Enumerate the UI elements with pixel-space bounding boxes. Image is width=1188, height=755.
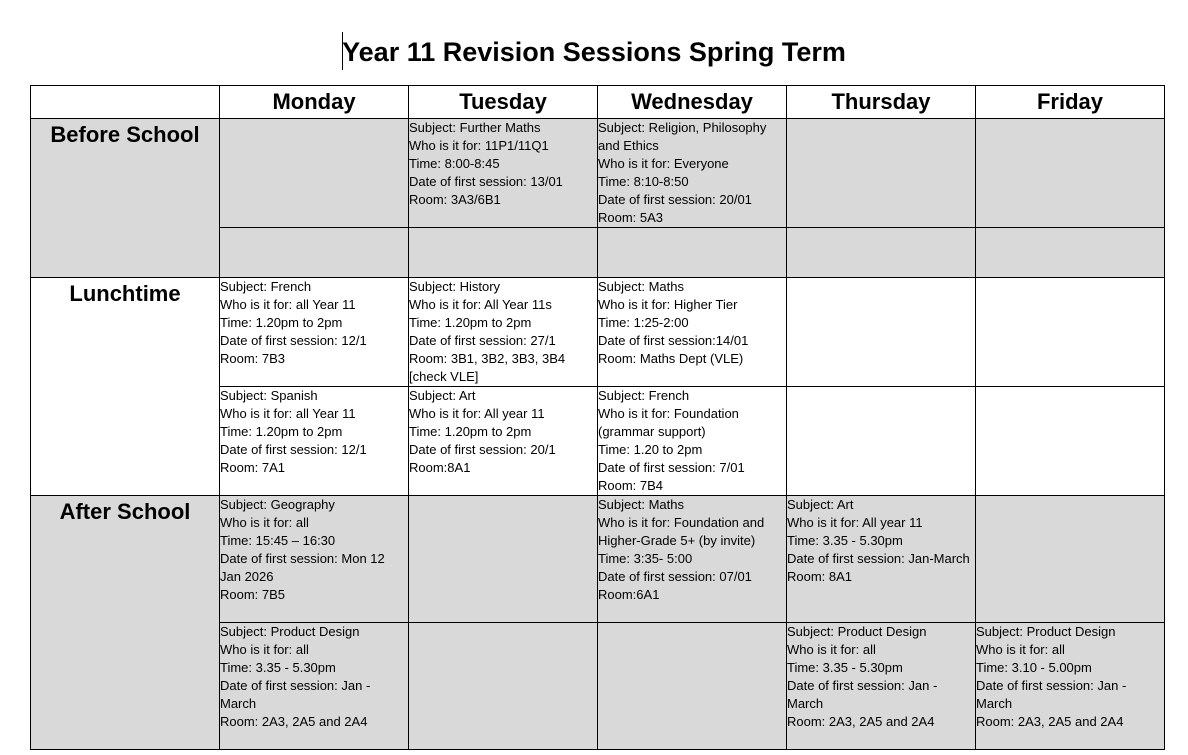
- session-line: Who is it for: All year 11: [787, 515, 923, 530]
- session-line: Time: 1:25-2:00: [598, 315, 689, 330]
- session-cell[interactable]: [220, 387, 409, 496]
- session-line: Subject: Further Maths: [409, 120, 541, 135]
- after-school-row-1: [31, 496, 1165, 623]
- session-line: Subject: French: [220, 279, 312, 294]
- session-line: Room: 8A1: [787, 569, 853, 584]
- before-school-wednesday-2[interactable]: [598, 228, 787, 278]
- after-school-friday-1[interactable]: [976, 496, 1165, 623]
- session-line: Subject: Product Design: [976, 624, 1116, 639]
- before-school-thursday-1[interactable]: [787, 119, 976, 228]
- session-line: Date of first session: 7/01: [598, 460, 745, 475]
- session-cell[interactable]: [409, 387, 598, 496]
- session-cell[interactable]: [220, 623, 409, 750]
- session-line: Subject: Maths: [598, 497, 684, 512]
- session-line: Time: 1.20pm to 2pm: [409, 424, 532, 439]
- before-school-tuesday-2[interactable]: [409, 228, 598, 278]
- period-before-school[interactable]: Before School: [31, 119, 220, 278]
- day-header-thursday[interactable]: Thursday: [787, 86, 976, 119]
- session-line: Time: 1.20 to 2pm: [598, 442, 703, 457]
- session-line: Who is it for: all: [220, 515, 309, 530]
- session-line: Room:6A1: [598, 587, 660, 602]
- lunchtime-friday-1[interactable]: [976, 278, 1165, 387]
- lunchtime-friday-2[interactable]: [976, 387, 1165, 496]
- session-line: Time: 1.20pm to 2pm: [220, 315, 343, 330]
- before-school-monday-2[interactable]: [220, 228, 409, 278]
- before-school-thursday-2[interactable]: [787, 228, 976, 278]
- session-line: Room: 2A3, 2A5 and 2A4: [220, 714, 368, 729]
- day-header-wednesday[interactable]: Wednesday: [598, 86, 787, 119]
- session-line: Date of first session: Mon 12 Jan 2026: [220, 551, 385, 584]
- session-line: Who is it for: Foundation and Higher-Grade 5+ (by invite): [598, 515, 765, 548]
- session-line: Subject: History: [409, 279, 501, 294]
- session-cell[interactable]: [220, 496, 409, 623]
- session-line: Who is it for: all Year 11: [220, 406, 356, 421]
- session-cell[interactable]: [409, 119, 598, 228]
- session-line: Room: 2A3, 2A5 and 2A4: [976, 714, 1124, 729]
- session-line: Room: 3B1, 3B2, 3B3, 3B4 [check VLE]: [409, 351, 566, 384]
- session-line: Who is it for: All Year 11s: [409, 297, 552, 312]
- period-lunchtime[interactable]: Lunchtime: [31, 278, 220, 496]
- after-school-tuesday-1[interactable]: [409, 496, 598, 623]
- session-cell[interactable]: [598, 278, 787, 387]
- session-line: Who is it for: all: [787, 642, 876, 657]
- before-school-row-1: [31, 119, 1165, 228]
- day-header-friday[interactable]: Friday: [976, 86, 1165, 119]
- session-line: Room: 7B5: [220, 587, 286, 602]
- session-line: Date of first session: 20/1: [409, 442, 556, 457]
- session-line: Time: 3.35 - 5.30pm: [787, 533, 903, 548]
- session-line: Date of first session: 12/1: [220, 333, 367, 348]
- session-line: Subject: Spanish: [220, 388, 318, 403]
- session-cell[interactable]: [976, 623, 1165, 750]
- session-line: Who is it for: 11P1/11Q1: [409, 138, 549, 153]
- before-school-friday-1[interactable]: [976, 119, 1165, 228]
- session-cell[interactable]: [787, 623, 976, 750]
- session-line: Time: 3.10 - 5.00pm: [976, 660, 1092, 675]
- session-line: Room: Maths Dept (VLE): [598, 351, 744, 366]
- session-line: Time: 8:00-8:45: [409, 156, 500, 171]
- session-line: Room: 7B4: [598, 478, 664, 493]
- session-line: Date of first session: Jan - March: [976, 678, 1127, 711]
- session-line: Date of first session: 12/1: [220, 442, 367, 457]
- session-cell[interactable]: [787, 496, 976, 623]
- header-row: [31, 86, 1165, 119]
- session-line: Who is it for: all: [976, 642, 1065, 657]
- session-line: Time: 1.20pm to 2pm: [409, 315, 532, 330]
- lunchtime-thursday-1[interactable]: [787, 278, 976, 387]
- session-line: Who is it for: Everyone: [598, 156, 729, 171]
- session-line: Room:8A1: [409, 460, 471, 475]
- session-line: Subject: Product Design: [787, 624, 927, 639]
- session-line: Room: 2A3, 2A5 and 2A4: [787, 714, 935, 729]
- session-cell[interactable]: [598, 119, 787, 228]
- session-line: Room: 7A1: [220, 460, 286, 475]
- before-school-monday-1[interactable]: [220, 119, 409, 228]
- period-after-school[interactable]: After School: [31, 496, 220, 750]
- session-line: Time: 15:45 – 16:30: [220, 533, 336, 548]
- session-line: Time: 3.35 - 5.30pm: [787, 660, 903, 675]
- session-cell[interactable]: [220, 278, 409, 387]
- session-line: Who is it for: all Year 11: [220, 297, 356, 312]
- session-line: Who is it for: All year 11: [409, 406, 545, 421]
- after-school-wednesday-2[interactable]: [598, 623, 787, 750]
- session-line: Subject: Art: [787, 497, 854, 512]
- session-cell[interactable]: [598, 496, 787, 623]
- session-line: Time: 3.35 - 5.30pm: [220, 660, 336, 675]
- session-line: Date of first session: 27/1: [409, 333, 556, 348]
- session-line: Date of first session: Jan-March: [787, 551, 970, 566]
- session-line: Date of first session: Jan - March: [787, 678, 938, 711]
- session-line: Time: 8:10-8:50: [598, 174, 689, 189]
- session-line: Room: 7B3: [220, 351, 286, 366]
- session-line: Room: 3A3/6B1: [409, 192, 501, 207]
- session-line: Subject: Geography: [220, 497, 335, 512]
- day-header-tuesday[interactable]: Tuesday: [409, 86, 598, 119]
- session-line: Time: 3:35- 5:00: [598, 551, 693, 566]
- session-line: Time: 1.20pm to 2pm: [220, 424, 343, 439]
- session-line: Subject: Maths: [598, 279, 684, 294]
- corner-cell[interactable]: [31, 86, 220, 119]
- lunchtime-thursday-2[interactable]: [787, 387, 976, 496]
- session-line: Date of first session: 20/01: [598, 192, 752, 207]
- session-line: Date of first session: 13/01: [409, 174, 563, 189]
- session-line: Date of first session: Jan - March: [220, 678, 371, 711]
- session-line: Who is it for: Foundation (grammar support): [598, 406, 739, 439]
- after-school-tuesday-2[interactable]: [409, 623, 598, 750]
- session-line: Date of first session: 07/01: [598, 569, 752, 584]
- session-line: Subject: Product Design: [220, 624, 360, 639]
- session-line: Subject: French: [598, 388, 690, 403]
- session-line: Date of first session:14/01: [598, 333, 749, 348]
- revision-timetable: [30, 85, 1165, 750]
- session-line: Who is it for: Higher Tier: [598, 297, 738, 312]
- session-cell[interactable]: [409, 278, 598, 387]
- session-line: Who is it for: all: [220, 642, 309, 657]
- session-line: Subject: Religion, Philosophy and Ethics: [598, 120, 767, 153]
- session-line: Subject: Art: [409, 388, 476, 403]
- lunchtime-row-1: [31, 278, 1165, 387]
- before-school-friday-2[interactable]: [976, 228, 1165, 278]
- session-line: Room: 5A3: [598, 210, 664, 225]
- day-header-monday[interactable]: Monday: [220, 86, 409, 119]
- session-cell[interactable]: [598, 387, 787, 496]
- document-title[interactable]: Year 11 Revision Sessions Spring Term: [342, 37, 846, 67]
